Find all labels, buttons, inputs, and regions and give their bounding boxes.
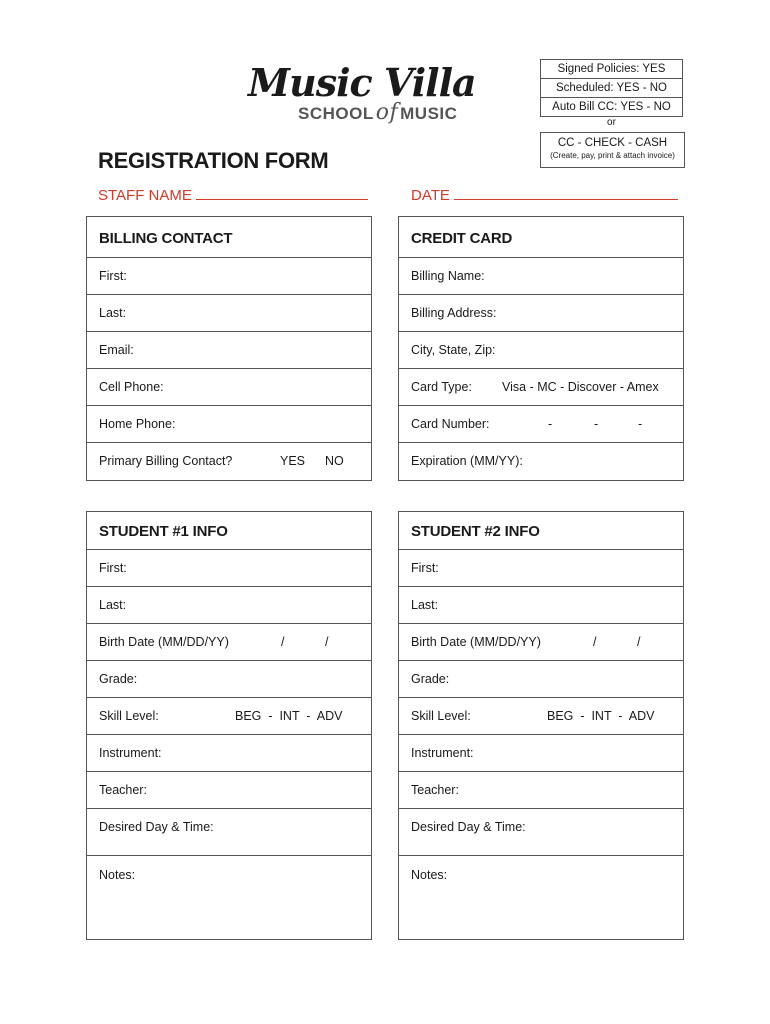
date-label: DATE bbox=[411, 187, 450, 204]
student-2-desired-field[interactable] bbox=[399, 809, 683, 856]
student-1-skill-options[interactable]: BEG - INT - ADV bbox=[235, 709, 343, 723]
admin-checklist bbox=[540, 60, 683, 129]
credit-card-box bbox=[398, 216, 684, 481]
payment-method-options: CC - CHECK - CASH bbox=[557, 137, 668, 149]
student-1-notes-label: Notes: bbox=[99, 868, 136, 882]
credit-card-heading: CREDIT CARD bbox=[399, 217, 683, 258]
signed-policies-field[interactable]: Signed Policies: YES bbox=[540, 59, 683, 79]
student-2-grade-field[interactable] bbox=[399, 661, 683, 698]
birth-slash: / bbox=[637, 635, 641, 649]
billing-address-field[interactable] bbox=[399, 295, 683, 332]
billing-name-field[interactable] bbox=[399, 258, 683, 295]
student-2-birth-label: Birth Date (MM/DD/YY) bbox=[411, 635, 541, 649]
billing-first-field[interactable] bbox=[87, 258, 371, 295]
student-1-grade-field[interactable] bbox=[87, 661, 371, 698]
date-field[interactable] bbox=[411, 185, 678, 204]
expiration-label: Expiration (MM/YY): bbox=[411, 454, 523, 468]
student-1-instrument-label: Instrument: bbox=[99, 746, 162, 760]
billing-home-label: Home Phone: bbox=[99, 417, 176, 431]
student-1-last-field[interactable] bbox=[87, 587, 371, 624]
billing-email-field[interactable] bbox=[87, 332, 371, 369]
student-1-box bbox=[86, 511, 372, 940]
student-1-first-label: First: bbox=[99, 561, 127, 575]
billing-email-label: Email: bbox=[99, 343, 134, 357]
primary-billing-field[interactable] bbox=[87, 443, 371, 480]
student-1-heading: STUDENT #1 INFO bbox=[87, 512, 371, 550]
payment-note: (Create, pay, print & attach invoice) bbox=[550, 151, 675, 160]
student-1-teacher-label: Teacher: bbox=[99, 783, 147, 797]
student-2-instrument-label: Instrument: bbox=[411, 746, 474, 760]
student-1-grade-label: Grade: bbox=[99, 672, 138, 686]
card-number-field[interactable] bbox=[399, 406, 683, 443]
logo-subtitle bbox=[298, 100, 457, 125]
primary-billing-label: Primary Billing Contact? bbox=[99, 454, 233, 468]
student-2-notes-field[interactable] bbox=[399, 856, 683, 882]
student-1-desired-label: Desired Day & Time: bbox=[99, 820, 214, 834]
billing-contact-box bbox=[86, 216, 372, 481]
student-2-skill-field[interactable] bbox=[399, 698, 683, 735]
student-2-first-field[interactable] bbox=[399, 550, 683, 587]
student-2-instrument-field[interactable] bbox=[399, 735, 683, 772]
student-1-skill-field[interactable] bbox=[87, 698, 371, 735]
student-1-birth-field[interactable] bbox=[87, 624, 371, 661]
student-2-first-label: First: bbox=[411, 561, 439, 575]
student-2-box bbox=[398, 511, 684, 940]
birth-slash: / bbox=[281, 635, 285, 649]
student-1-desired-field[interactable] bbox=[87, 809, 371, 856]
staff-name-label: STAFF NAME bbox=[98, 187, 192, 204]
date-line[interactable] bbox=[454, 185, 678, 200]
birth-slash: / bbox=[325, 635, 329, 649]
student-2-grade-label: Grade: bbox=[411, 672, 450, 686]
city-state-zip-label: City, State, Zip: bbox=[411, 343, 496, 357]
student-2-skill-options[interactable]: BEG - INT - ADV bbox=[547, 709, 655, 723]
music-villa-logo bbox=[248, 60, 480, 132]
billing-cell-field[interactable] bbox=[87, 369, 371, 406]
billing-address-label: Billing Address: bbox=[411, 306, 497, 320]
student-1-skill-label: Skill Level: bbox=[99, 709, 159, 723]
logo-music-text: MUSIC bbox=[400, 104, 458, 123]
card-number-dash: - bbox=[638, 417, 643, 431]
billing-cell-label: Cell Phone: bbox=[99, 380, 164, 394]
student-1-notes-field[interactable] bbox=[87, 856, 371, 882]
primary-no-option[interactable]: NO bbox=[325, 454, 344, 468]
billing-last-label: Last: bbox=[99, 306, 127, 320]
student-2-heading: STUDENT #2 INFO bbox=[399, 512, 683, 550]
student-2-skill-label: Skill Level: bbox=[411, 709, 471, 723]
logo-brand: Music Villa bbox=[248, 60, 476, 105]
card-number-dash: - bbox=[594, 417, 599, 431]
card-type-field[interactable] bbox=[399, 369, 683, 406]
billing-last-field[interactable] bbox=[87, 295, 371, 332]
logo-of-text: of bbox=[375, 100, 399, 125]
form-title: REGISTRATION FORM bbox=[98, 148, 329, 173]
staff-name-line[interactable] bbox=[196, 185, 368, 200]
student-1-teacher-field[interactable] bbox=[87, 772, 371, 809]
student-2-teacher-label: Teacher: bbox=[411, 783, 459, 797]
billing-home-field[interactable] bbox=[87, 406, 371, 443]
student-1-instrument-field[interactable] bbox=[87, 735, 371, 772]
card-number-dash: - bbox=[548, 417, 553, 431]
scheduled-field[interactable]: Scheduled: YES - NO bbox=[540, 78, 683, 98]
birth-slash: / bbox=[593, 635, 597, 649]
expiration-field[interactable] bbox=[399, 443, 683, 480]
student-2-notes-label: Notes: bbox=[411, 868, 448, 882]
logo-school-text: SCHOOL bbox=[298, 104, 374, 123]
student-1-birth-label: Birth Date (MM/DD/YY) bbox=[99, 635, 229, 649]
card-type-options[interactable]: Visa - MC - Discover - Amex bbox=[502, 380, 659, 394]
student-2-teacher-field[interactable] bbox=[399, 772, 683, 809]
payment-method-box[interactable] bbox=[540, 132, 685, 168]
card-type-label: Card Type: bbox=[411, 380, 472, 394]
billing-contact-heading: BILLING CONTACT bbox=[87, 217, 371, 258]
billing-name-label: Billing Name: bbox=[411, 269, 485, 283]
student-2-last-label: Last: bbox=[411, 598, 439, 612]
auto-bill-field[interactable]: Auto Bill CC: YES - NO bbox=[540, 97, 683, 117]
student-1-first-field[interactable] bbox=[87, 550, 371, 587]
billing-first-label: First: bbox=[99, 269, 127, 283]
primary-yes-option[interactable]: YES bbox=[280, 454, 306, 468]
student-2-last-field[interactable] bbox=[399, 587, 683, 624]
card-number-label: Card Number: bbox=[411, 417, 490, 431]
staff-name-field[interactable] bbox=[98, 185, 368, 204]
city-state-zip-field[interactable] bbox=[399, 332, 683, 369]
student-2-desired-label: Desired Day & Time: bbox=[411, 820, 526, 834]
or-label: or bbox=[607, 117, 616, 128]
student-2-birth-field[interactable] bbox=[399, 624, 683, 661]
student-1-last-label: Last: bbox=[99, 598, 127, 612]
